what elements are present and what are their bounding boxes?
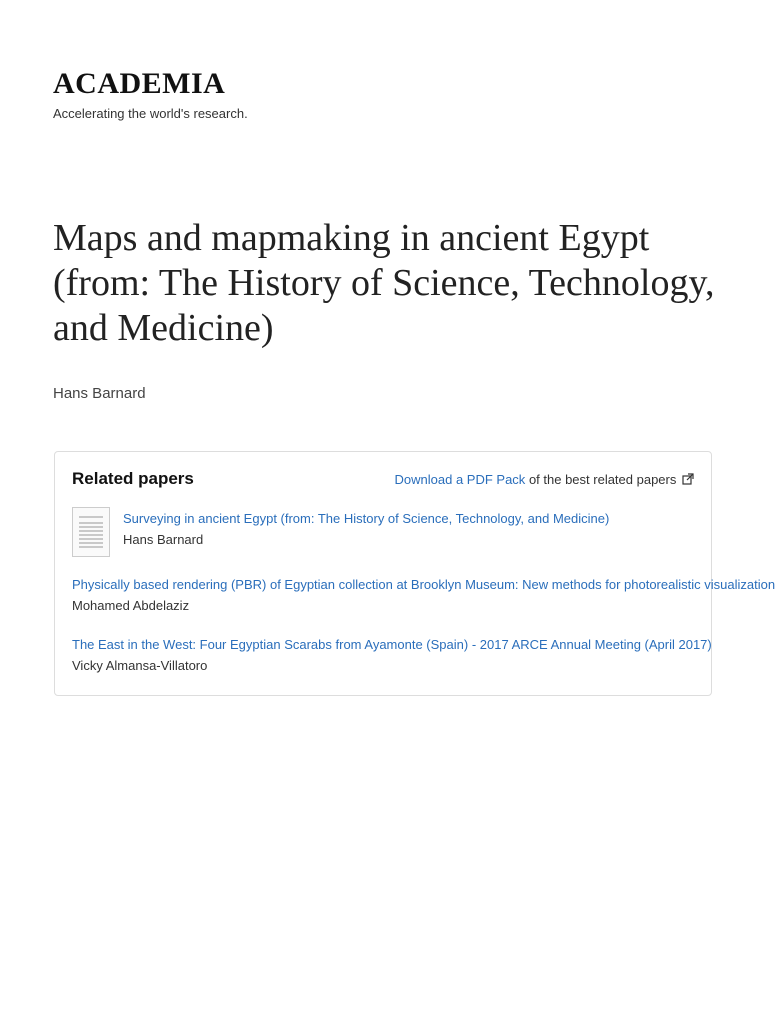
related-paper-item	[72, 507, 694, 559]
related-paper-text	[123, 510, 694, 548]
related-paper-item	[72, 636, 712, 674]
pdf-pack-suffix: of the best related papers	[528, 472, 677, 487]
external-link-icon[interactable]	[682, 473, 694, 485]
document-author: Hans Barnard	[53, 385, 146, 402]
related-paper-author: Vicky Almansa-Villatoro	[72, 658, 208, 673]
related-paper-title-link[interactable]: Surveying in ancient Egypt (from: The History of Science, Technology, and Medicine)	[123, 511, 610, 526]
document-thumbnail-icon[interactable]	[72, 507, 110, 557]
brand-header	[53, 66, 248, 122]
related-paper-author: Mohamed Abdelaziz	[72, 598, 190, 613]
related-papers-heading: Related papers	[72, 469, 194, 488]
related-paper-title-link[interactable]: The East in the West: Four Egyptian Scarabs from Ayamonte (Spain) - 2017 ARCE Annual Meeting (April 2017)	[72, 637, 712, 652]
pdf-pack-line	[395, 472, 694, 488]
related-paper-item	[72, 576, 775, 614]
download-pdf-pack-link[interactable]: Download a PDF Pack	[394, 472, 526, 487]
document-title: Maps and mapmaking in ancient Egypt (from: The History of Science, Technology, and Medicine)	[53, 217, 715, 349]
brand-tagline: Accelerating the world's research.	[53, 106, 248, 121]
related-paper-title-link[interactable]: Physically based rendering (PBR) of Egyptian collection at Brooklyn Museum: New methods for photorealistic visualization	[72, 577, 775, 592]
related-papers-panel	[54, 451, 775, 696]
related-papers-header	[72, 468, 694, 490]
related-paper-author: Hans Barnard	[123, 532, 204, 547]
academia-logo[interactable]: ACADEMIA	[53, 67, 226, 100]
